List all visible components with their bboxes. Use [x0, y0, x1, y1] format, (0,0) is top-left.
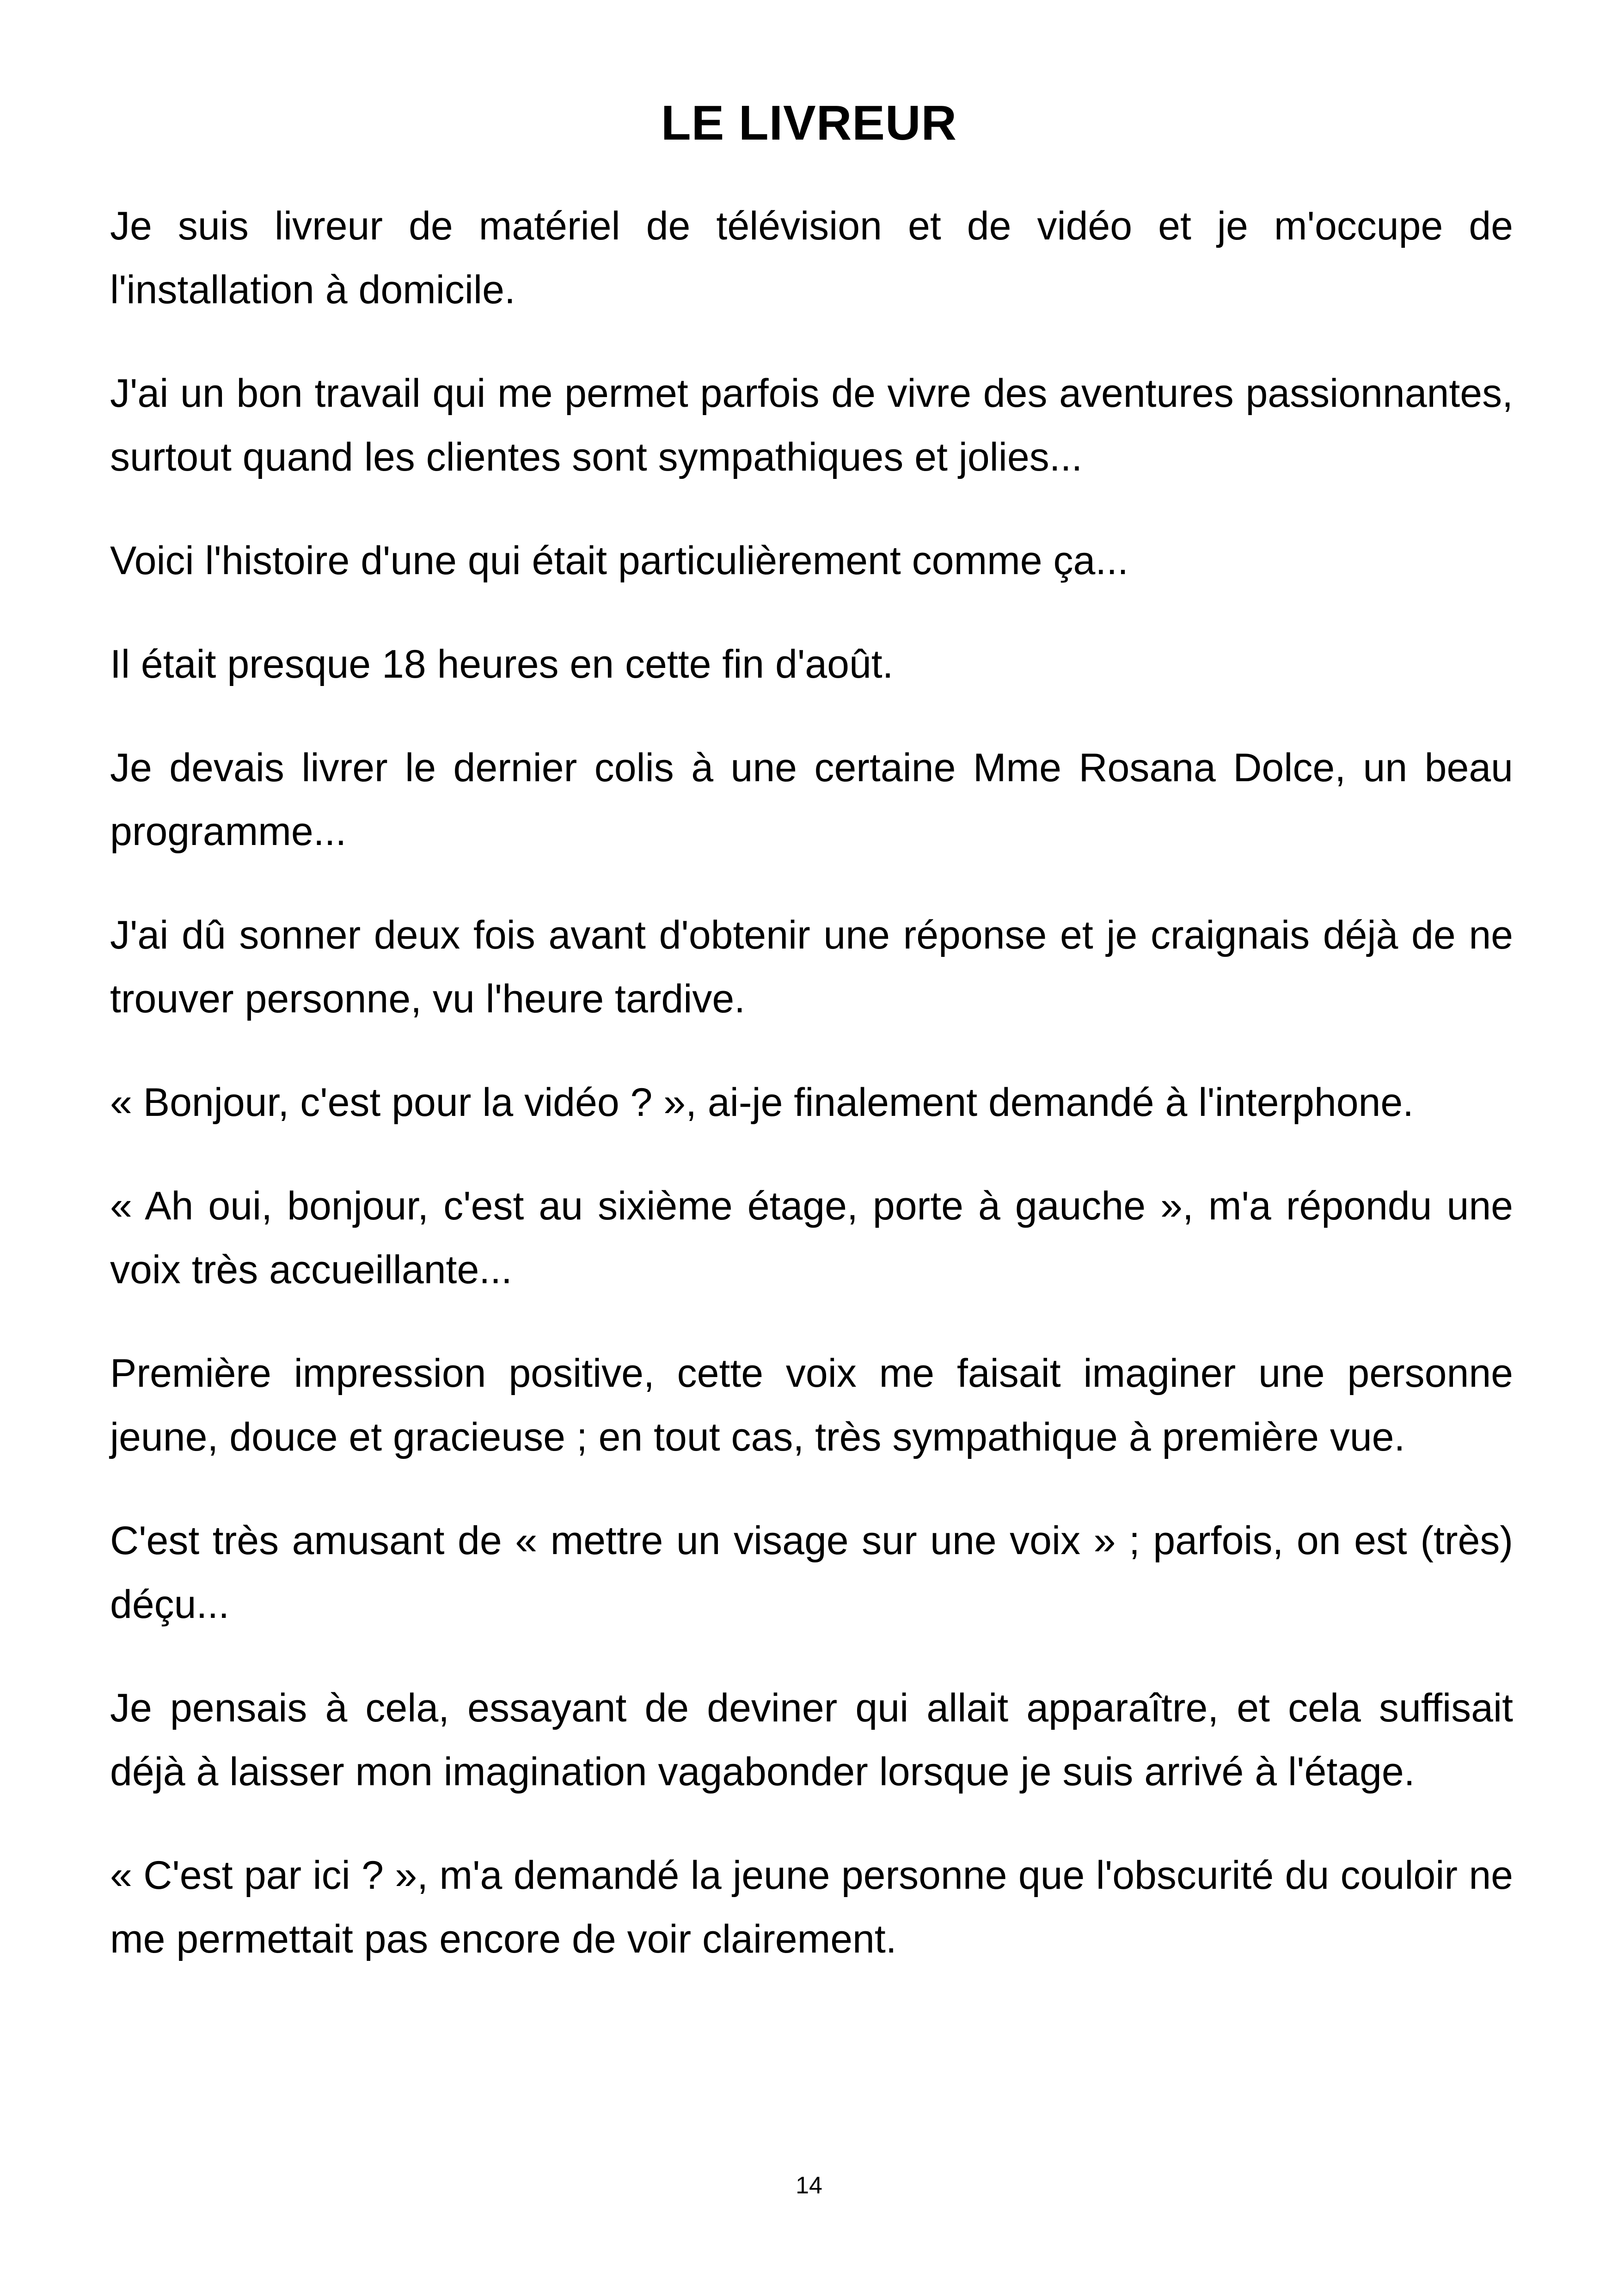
chapter-title: LE LIVREUR — [661, 96, 957, 150]
paragraph: Première impression positive, cette voix me faisait imaginer une personne jeune, douce et gracieuse ; en tout cas, très sympathique à première vue. — [110, 1351, 1513, 1459]
paragraph: « Ah oui, bonjour, c'est au sixième étage, porte à gauche », m'a répondu une voix très accueillante... — [110, 1184, 1513, 1292]
paragraph: J'ai un bon travail qui me permet parfois de vivre des aventures passionnantes, surtout quand les clientes sont sympathiques et jolies... — [110, 371, 1513, 479]
paragraph: « Bonjour, c'est pour la vidéo ? », ai-je finalement demandé à l'interphone. — [110, 1080, 1414, 1125]
paragraph: Je devais livrer le dernier colis à une certaine Mme Rosana Dolce, un beau programme... — [110, 746, 1513, 854]
page-number: 14 — [796, 2172, 822, 2199]
paragraph: « C'est par ici ? », m'a demandé la jeune personne que l'obscurité du couloir ne me permettait pas encore de voir clairement. — [110, 1853, 1513, 1961]
paragraph: Je pensais à cela, essayant de deviner qui allait apparaître, et cela suffisait déjà à laisser mon imagination vagabonder lorsque je suis arrivé à l'étage. — [110, 1686, 1513, 1794]
paragraph: J'ai dû sonner deux fois avant d'obtenir une réponse et je craignais déjà de ne trouver personne, vu l'heure tardive. — [110, 913, 1513, 1021]
paragraph: Il était presque 18 heures en cette fin d'août. — [110, 642, 894, 686]
paragraph: C'est très amusant de « mettre un visage sur une voix » ; parfois, on est (très) déçu... — [110, 1518, 1513, 1627]
chapter-body — [110, 194, 1513, 2011]
paragraph: Voici l'histoire d'une qui était particulièrement comme ça... — [110, 539, 1128, 583]
paragraph: Je suis livreur de matériel de télévision et de vidéo et je m'occupe de l'installation à domicile. — [110, 204, 1513, 312]
